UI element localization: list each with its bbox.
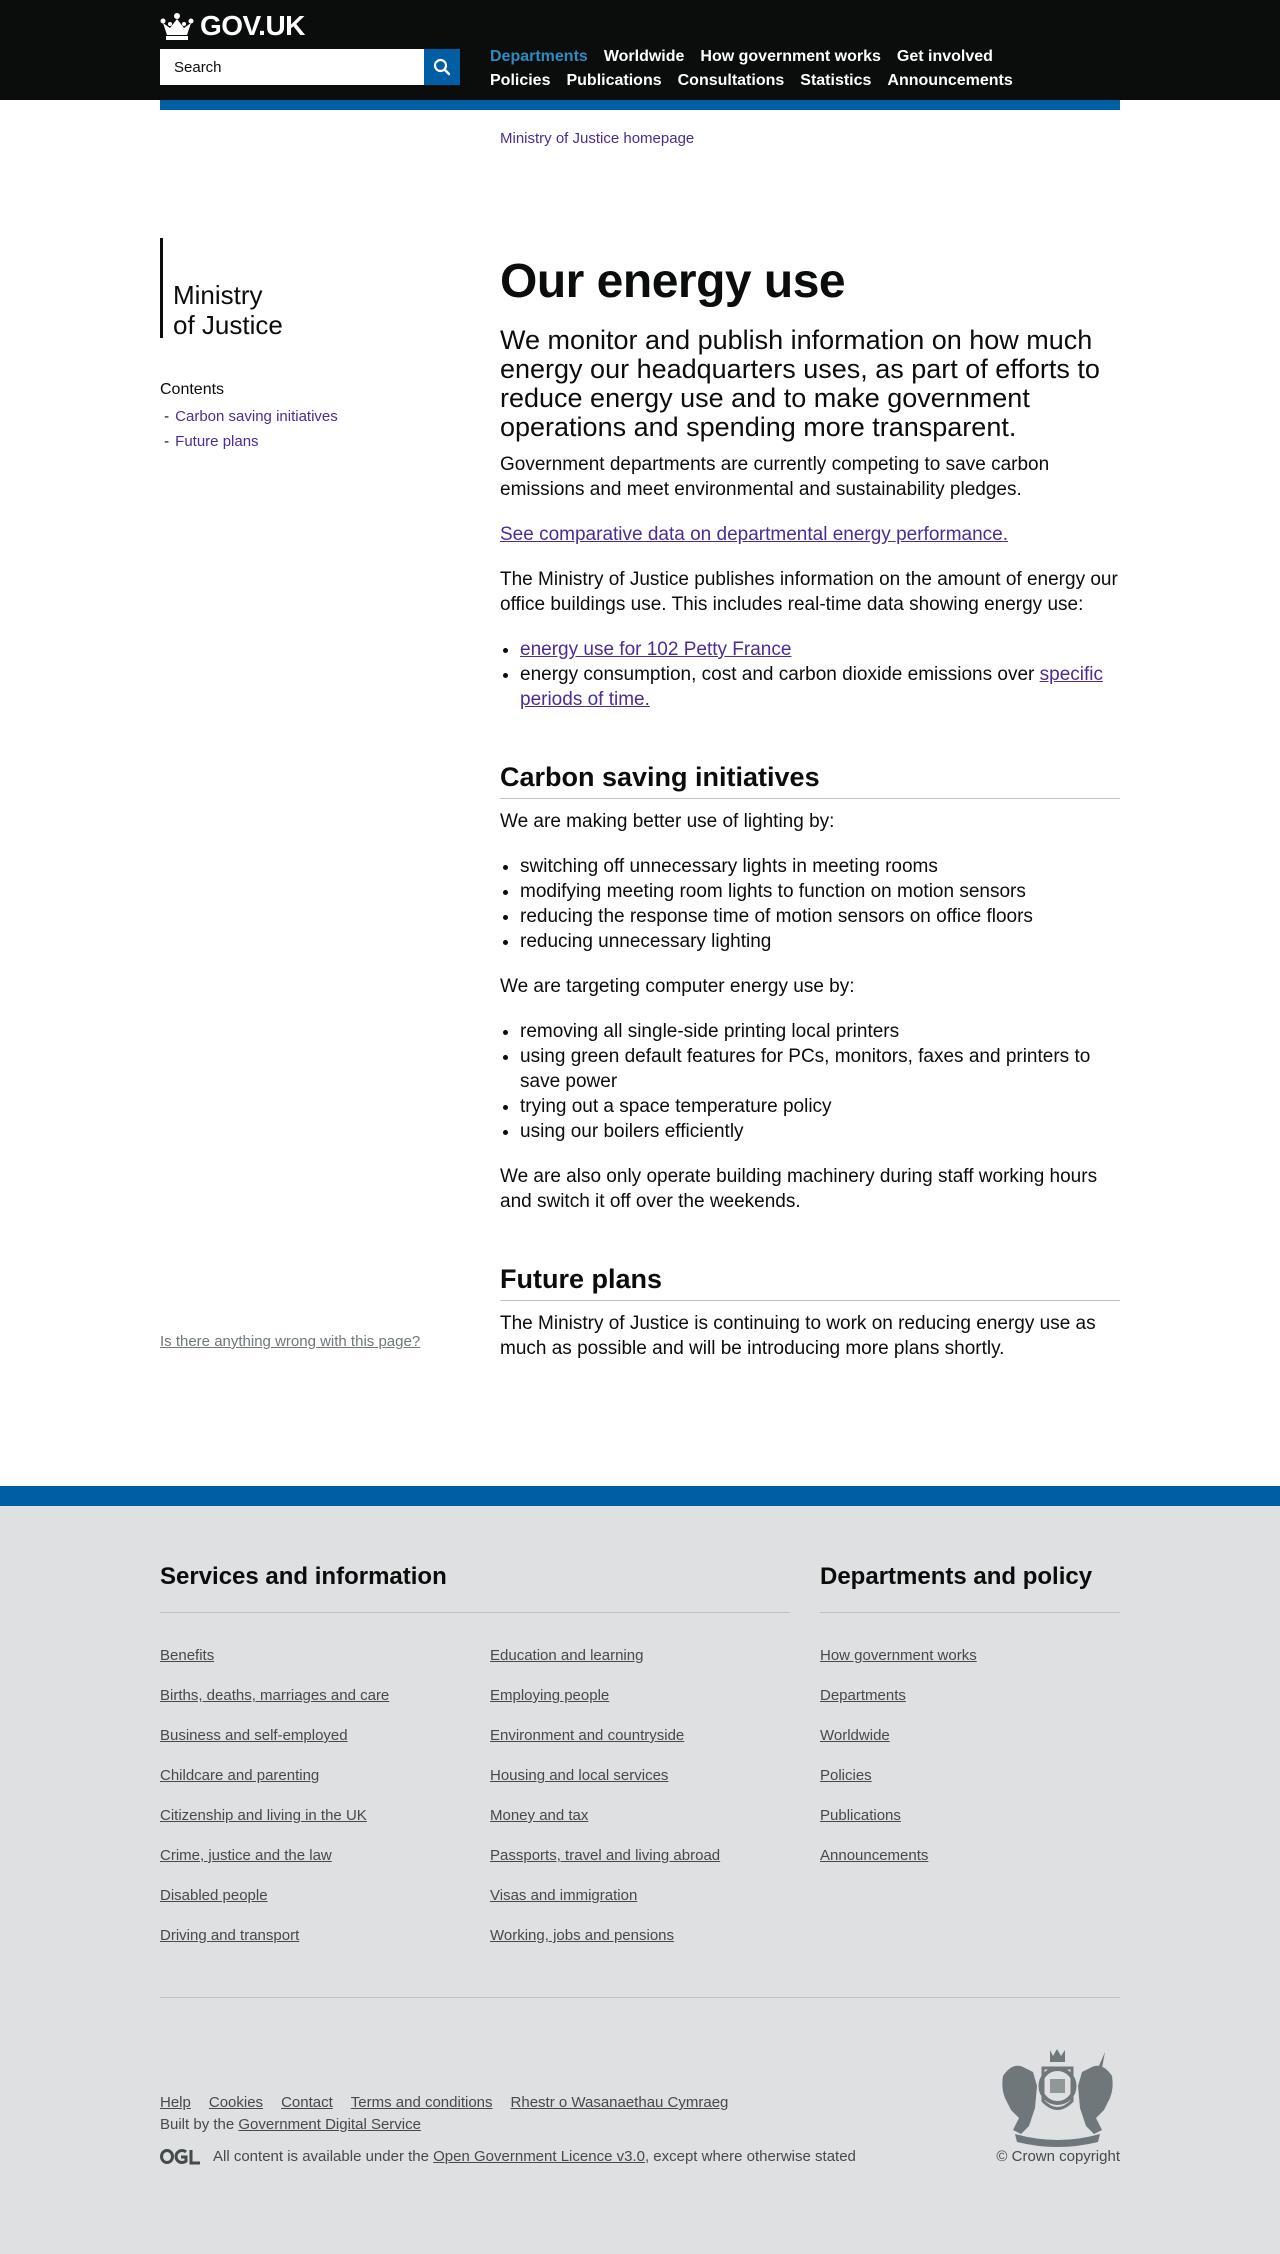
list-item [820, 1726, 977, 1766]
contents-item: - Carbon saving initiatives [160, 408, 338, 425]
search-form [160, 49, 460, 85]
ogl-logo-icon [160, 2148, 201, 2165]
search-icon [433, 58, 451, 76]
body-paragraph: The Ministry of Justice is continuing to work on reducing energy use as much as possible and will be introducing more plans shortly. [500, 1313, 1096, 1359]
footer-inner [160, 1506, 1120, 2254]
crown-copyright: © Crown copyright [996, 2148, 1120, 2165]
list-item [820, 1806, 977, 1846]
footer-link-crime[interactable]: Crime, justice and the law [160, 1847, 332, 1864]
organisation-logo [160, 238, 283, 338]
contents-title: Contents [160, 381, 225, 398]
footer-link-money[interactable]: Money and tax [490, 1807, 589, 1824]
body-paragraph: The Ministry of Justice publishes information on the amount of energy our office buildings use. This includes real-time data showing energy use: [500, 569, 1118, 615]
nav-statistics[interactable]: Statistics [800, 72, 872, 89]
report-problem-link[interactable]: Is there anything wrong with this page? [160, 1333, 421, 1350]
body-paragraph: Government departments are currently competing to save carbon emissions and meet environmental and sustainability pledges. [500, 454, 1050, 500]
body-paragraph [500, 522, 1120, 547]
licence-statement [160, 2148, 856, 2165]
services-heading: Services and information [160, 1563, 447, 1590]
list-item [490, 1646, 720, 1686]
list-item [490, 1886, 720, 1926]
section-heading-future-plans: Future plans [500, 1262, 1120, 1301]
nav-how-government-works[interactable]: How government works [700, 48, 881, 65]
list-item: • using our boilers efficiently [520, 1119, 1120, 1144]
list-item: • reducing the response time of motion sensors on office floors [520, 904, 1120, 929]
footer-link-terms[interactable]: Terms and conditions [350, 2094, 493, 2111]
footer-link-policies[interactable]: Policies [820, 1767, 872, 1784]
lighting-list [500, 854, 1120, 954]
list-item: • trying out a space temperature policy [520, 1094, 1120, 1119]
contents-list [160, 404, 460, 454]
list-item [160, 1646, 389, 1686]
footer-link-births-deaths[interactable]: Births, deaths, marriages and care [160, 1687, 390, 1704]
list-item [160, 1766, 389, 1806]
list-item [820, 1646, 977, 1686]
list-item [160, 1686, 389, 1726]
royal-coat-of-arms-icon [995, 2046, 1120, 2148]
services-list-col1 [160, 1646, 389, 1966]
footer-link-driving[interactable]: Driving and transport [160, 1927, 300, 1944]
footer-link-childcare[interactable]: Childcare and parenting [160, 1767, 320, 1784]
list-item [490, 1926, 720, 1966]
footer-link-worldwide[interactable]: Worldwide [820, 1727, 890, 1744]
footer-meta-links [160, 2094, 728, 2111]
footer-link-passports[interactable]: Passports, travel and living abroad [490, 1847, 721, 1864]
org-name-line2: of Justice [173, 310, 283, 340]
ogl-link[interactable]: Open Government Licence v3.0 [433, 2148, 645, 2165]
nav-row-secondary [490, 69, 1050, 93]
list-item: • modifying meeting room lights to function on motion sensors [520, 879, 1120, 904]
licence-prefix: All content is available under the [213, 2148, 434, 2165]
nav-consultations[interactable]: Consultations [677, 72, 785, 89]
list-item [160, 1846, 389, 1886]
proposition-nav [490, 45, 1050, 93]
list-item [160, 1926, 389, 1966]
footer-link-cookies[interactable]: Cookies [208, 2094, 264, 2111]
nav-departments[interactable]: Departments [490, 48, 588, 65]
computer-list [500, 1019, 1120, 1144]
section-heading-carbon-saving: Carbon saving initiatives [500, 760, 1120, 799]
org-name-line1: Ministry [173, 280, 263, 310]
list-item [490, 1766, 720, 1806]
specific-periods-link[interactable]: specific periods of time. [520, 664, 1103, 710]
list-item [820, 1846, 977, 1886]
site-footer [0, 1486, 1280, 2254]
logo-text: GOV.UK [200, 10, 305, 41]
contents-link-carbon-saving[interactable]: Carbon saving initiatives [175, 408, 338, 425]
list-item [820, 1686, 977, 1726]
govuk-logo-link[interactable] [160, 10, 305, 42]
lead-paragraph: We monitor and publish information on how much energy our headquarters uses, as part of efforts to reduce energy use and to make government operations and spending more transparent. [500, 325, 1100, 442]
header-inner [160, 0, 1120, 100]
nav-worldwide[interactable]: Worldwide [603, 48, 685, 65]
nav-get-involved[interactable]: Get involved [896, 48, 993, 65]
footer-link-announcements[interactable]: Announcements [820, 1847, 929, 1864]
article [500, 130, 1120, 1361]
list-item [520, 637, 1120, 662]
list-item: • using green default features for PCs, monitors, faxes and printers to save power [520, 1044, 1120, 1094]
nav-row-primary [490, 45, 1050, 69]
page-title: Our energy use [500, 255, 846, 308]
list-item [490, 1686, 720, 1726]
nav-policies[interactable]: Policies [490, 72, 551, 89]
list-item [160, 1886, 389, 1926]
licence-text [213, 2148, 856, 2165]
list-item-text: energy consumption, cost and carbon dioxide emissions over [520, 664, 1040, 685]
footer-link-publications[interactable]: Publications [820, 1807, 901, 1824]
footer-link-help[interactable]: Help [160, 2094, 191, 2111]
footer-link-business[interactable]: Business and self-employed [160, 1727, 348, 1744]
gds-link[interactable]: Government Digital Service [238, 2116, 421, 2133]
footer-link-how-government-works[interactable]: How government works [820, 1647, 977, 1664]
footer-divider [820, 1612, 1120, 1613]
energy-data-list [500, 637, 1120, 712]
footer-link-welsh[interactable]: Rhestr o Wasanaethau Cymraeg [510, 2094, 729, 2111]
body-paragraph: We are making better use of lighting by: [500, 811, 835, 832]
list-item [490, 1726, 720, 1766]
list-item: • reducing unnecessary lighting [520, 929, 1120, 954]
licence-suffix: , except where otherwise stated [644, 2148, 856, 2165]
footer-link-employing[interactable]: Employing people [490, 1687, 610, 1704]
services-list-col2 [490, 1646, 720, 1966]
search-input[interactable] [160, 49, 424, 85]
header-blue-bar [160, 100, 1120, 110]
list-item [520, 662, 1120, 712]
footer-link-citizenship[interactable]: Citizenship and living in the UK [160, 1807, 367, 1824]
list-item [820, 1766, 977, 1806]
departments-heading: Departments and policy [820, 1563, 1093, 1590]
list-item [160, 1726, 389, 1766]
list-item [490, 1846, 720, 1886]
crown-icon [160, 11, 194, 41]
body-paragraph: We are also only operate building machinery during staff working hours and switch it off over the weekends. [500, 1166, 1098, 1212]
departments-list [820, 1646, 977, 1886]
contents-link-future-plans[interactable]: Future plans [175, 433, 259, 450]
list-item [160, 1806, 389, 1846]
footer-link-contact[interactable]: Contact [281, 2094, 333, 2111]
footer-divider [160, 1612, 790, 1613]
list-item: • removing all single-side printing local printers [520, 1019, 1120, 1044]
main-content [0, 100, 1280, 1486]
list-item [490, 1806, 720, 1846]
footer-link-disabled[interactable]: Disabled people [160, 1887, 268, 1904]
contents-item: - Future plans [160, 433, 259, 450]
footer-link-departments[interactable]: Departments [820, 1687, 906, 1704]
list-item: • switching off unnecessary lights in meeting rooms [520, 854, 1120, 879]
footer-divider [160, 1997, 1120, 1998]
comparative-data-link[interactable]: See comparative data on departmental energy performance. [500, 524, 1009, 545]
footer-link-visas[interactable]: Visas and immigration [490, 1887, 638, 1904]
built-by [160, 2116, 421, 2133]
footer-link-environment[interactable]: Environment and countryside [490, 1727, 685, 1744]
org-homepage-link[interactable]: Ministry of Justice homepage [500, 130, 695, 147]
petty-france-energy-link[interactable]: energy use for 102 Petty France [520, 639, 792, 660]
site-header [0, 0, 1280, 100]
built-by-text: Built by the [160, 2116, 239, 2133]
body-paragraph: We are targeting computer energy use by: [500, 976, 855, 997]
footer-link-benefits[interactable]: Benefits [160, 1647, 215, 1664]
footer-link-education[interactable]: Education and learning [490, 1647, 644, 1664]
nav-announcements[interactable]: Announcements [887, 72, 1013, 89]
contents-sidebar [160, 380, 460, 454]
nav-publications[interactable]: Publications [566, 72, 662, 89]
footer-link-working[interactable]: Working, jobs and pensions [490, 1927, 674, 1944]
footer-link-housing[interactable]: Housing and local services [490, 1767, 669, 1784]
search-button[interactable] [424, 49, 460, 85]
